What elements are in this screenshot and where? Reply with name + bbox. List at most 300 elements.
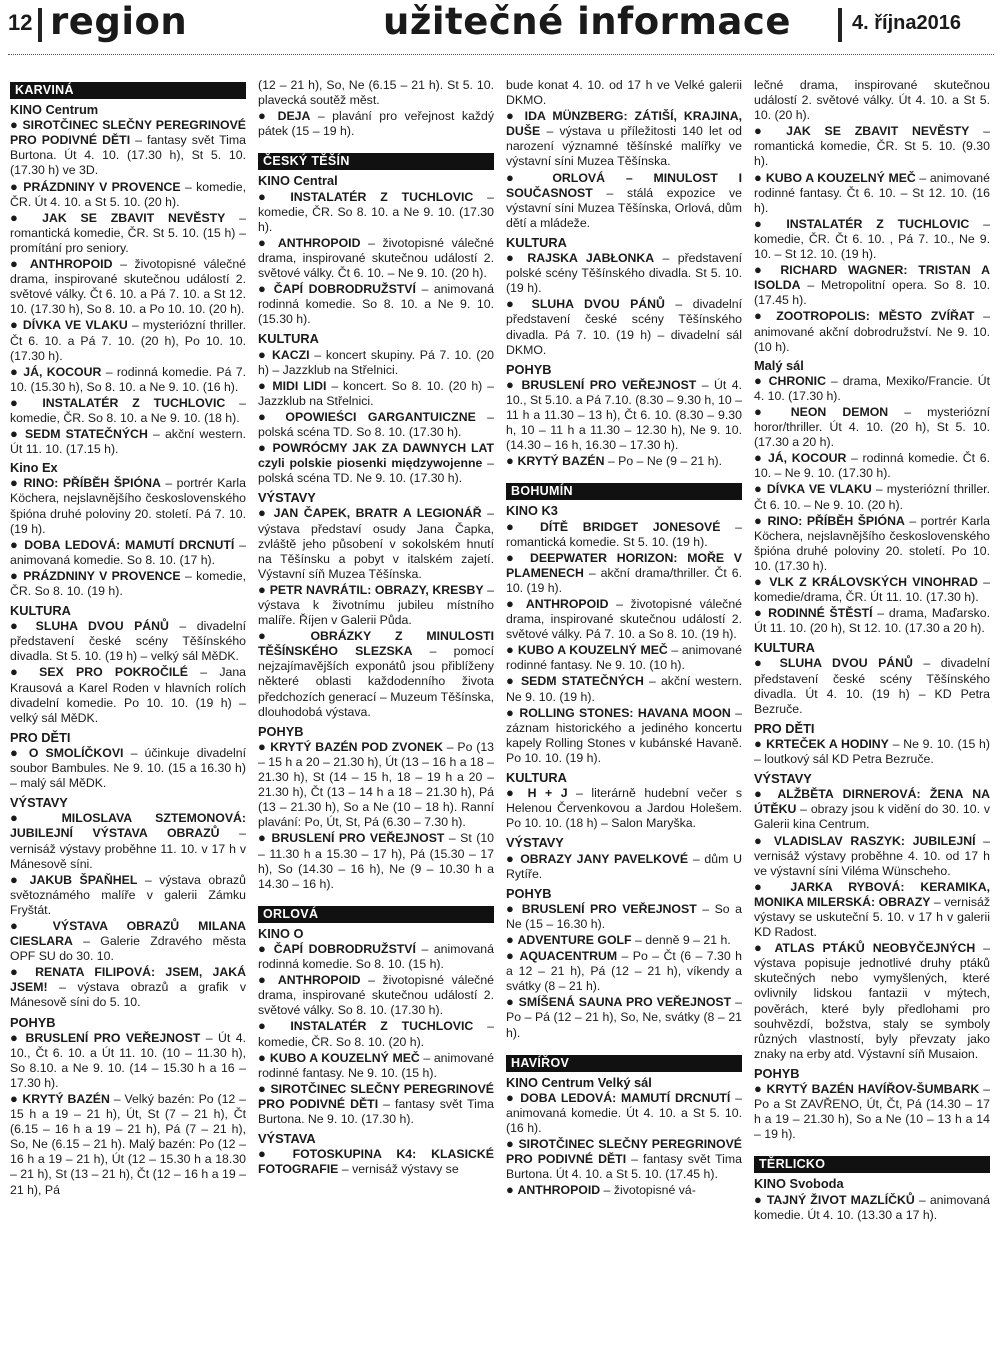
listing-description: – výstava představí osudy Jana Čapka, zvláště jeho působení v sokolském hnutí na Těšínsku a pobyt v italském zajetí. Výstavní síň Muzea Těšínska. [258,506,494,581]
listing-title: KUBO A KOUZELNÝ MEČ [517,643,668,658]
listing-title: DÍTĚ BRIDGET JONESOVÉ [540,519,721,534]
listing-description: – Po – Pá (12 – 21 h), So, Ne, svátky (8 – 21 h). [506,995,742,1040]
listing-description: – vernisáž výstavy proběhne 11. 10. v 17 h v Mánesově síni. [10,826,246,871]
listing-description: – komedie, ČR. So 8. 10. (20 h). [258,1019,494,1049]
header-divider [38,8,42,42]
listing-entry [258,582,494,628]
listing-description: – animované rodinné fantasy. Čt 6. 10. – St 12. 10. (16 h). [754,170,990,215]
listing-entry [10,364,246,395]
bullet-icon: ● [754,215,787,231]
bullet-icon: ● [506,108,525,124]
bullet-icon: ● [258,188,291,204]
listing-title: JARKA RYBOVÁ: KERAMIKA, MONIKA MILERSKÁ: OBRAZY [754,879,990,909]
listing-title: FOTOSKUPINA K4: KLASICKÉ FOTOGRAFIE [258,1147,494,1177]
listing-description: – životopisné válečné drama, inspirované skutečnou událostí 2. světové války. Čt 6. 10. a Pá 7. 10. a St 12. 10. (17.30 h), So 8. 10. a Po 10. 10. (20 h). [10,257,246,317]
issue-date: 4. října2016 [852,12,961,34]
category-heading: VÝSTAVY [506,835,564,851]
listing-entry [754,655,990,716]
listing-description: – animované rodinné fantasy. Ne 9. 10. (10 h). [506,643,742,673]
bullet-icon: ● [10,1091,23,1106]
listing-title: IDA MÜNZBERG: ZÁTIŠÍ, KRAJINA, DUŠE [506,109,742,139]
listing-description: – fantasy svět Tima Burtona. Út 4. 10. (17.30 h), St 5. 10. (17.30 h) ve 3D. [10,133,246,178]
bullet-icon: ● [258,1018,291,1034]
listing-description: – literárně hudební večer s Helenou Červenkovou a Jardou Holešem. Po 10. 10. (18 h) – Salon Maryška. [506,786,742,831]
listing-title: JAN ČAPEK, BRATR A LEGIONÁŘ [273,506,482,521]
listing-title: ATLAS PTÁKŮ NEOBYČEJNÝCH [774,941,976,956]
listing-title: RINO: PŘÍBĚH ŠPIÓNA [23,476,161,491]
listing-title: VLK Z KRÁLOVSKÝCH VINOHRAD [769,575,978,589]
listing-entry [258,378,494,409]
bullet-icon: ● [506,453,518,469]
continued-text: lečné drama, inspirované skutečnou událostí 2. světové války. Út 4. 10. a St 5. 10. (20 h). [754,78,990,123]
listing-entry [10,664,246,725]
listing-entry [754,481,990,512]
category-heading: KULTURA [506,770,567,786]
listing-title: KRTEČEK A HODINY [766,736,889,751]
listing-title: OPOWIEŚCI GARGANTUICZNE [285,409,476,424]
bullet-icon: ● [10,536,25,552]
bullet-icon: ● [754,481,767,497]
category-heading: POHYB [10,1014,56,1030]
listing-description: – koncert skupiny. Pá 7. 10. (20 h) – Jazzklub na Střelnici. [258,347,494,377]
bullet-icon: ● [506,376,522,392]
town-heading: ČESKÝ TĚŠÍN [258,153,494,170]
listing-description: – komedie, ČR. So 8. 10. a Ne 9. 10. (17.30 h). [258,189,494,234]
listing-title: MIDI LIDI [272,378,327,393]
listing-entry [258,972,494,1018]
bullet-icon: ● [10,117,23,133]
bullet-icon: ● [506,850,521,866]
listing-description: – animované rodinné fantasy. Ne 9. 10. (15 h). [258,1050,494,1080]
bullet-icon: ● [258,408,286,424]
listing-description: – záznam historického a jediného koncertu kapely Rolling Stones v kubánské Havaně. Po 10. 10. (19 h). [506,705,742,765]
listing-title: INSTALATÉR Z TUCHLOVIC [42,395,226,410]
listing-entry [506,901,742,932]
listing-description: – Jana Krausová a Karel Roden v hlavních rolích divadelní komedie. Po 10. 10. (19 h) – velký sál MěDK. [10,665,246,725]
listing-entry [506,453,742,469]
bullet-icon: ● [754,169,766,185]
bullet-icon: ● [754,450,768,466]
bullet-icon: ● [754,372,769,388]
bullet-icon: ● [754,512,768,528]
listing-entry [10,1030,246,1091]
bullet-icon: ● [754,262,781,278]
listing-title: SEDM STATEČNÝCH [24,427,148,442]
category-heading: KULTURA [506,234,567,250]
venue-heading: KINO Central [258,173,338,189]
listing-description: – vernisáž výstavy se uskuteční 5. 10. v 17 h v galerii KD Radost. [754,894,990,940]
listing-entry [10,1091,246,1198]
category-heading: POHYB [506,361,552,377]
listing-title: RINO: PŘÍBĚH ŠPIÓNA [767,513,905,528]
listing-entry [10,537,246,568]
listing-description: – animované akční dobrodružství. Ne 9. 10. (10 h). [754,309,990,354]
bullet-icon: ● [506,1136,519,1152]
bullet-icon: ● [754,878,791,894]
bullet-icon: ● [506,518,541,534]
listing-description: – komedie, ČR. Út 4. 10. a St 5. 10. (20 h). [10,179,246,209]
listing-entry [10,426,246,457]
listing-title: ANTHROPOID [277,973,361,988]
venue-heading: KINO Svoboda [754,1176,844,1192]
listing-title: DOBA LEDOVÁ: MAMUTÍ DRCNUTÍ [24,537,235,552]
bullet-icon: ● [10,871,30,887]
listing-description: – vernisáž výstavy proběhne 4. 10. od 17 h ve výstavní síni Viléma Wünscheho. [754,833,990,878]
bullet-icon: ● [10,744,29,760]
bullet-icon: ● [258,440,273,456]
listing-title: DOBA LEDOVÁ: MAMUTÍ DRCNUTÍ [520,1090,731,1105]
listing-description: – komedie, ČR. So 8. 10. a Ne 9. 10. (18 h). [10,395,246,425]
listing-title: JÁ, KOCOUR [23,364,102,379]
bullet-icon: ● [754,123,787,139]
listing-entry [754,308,990,354]
continued-text: bude konat 4. 10. od 17 h ve Velké galerii DKMO. [506,78,742,108]
bullet-icon: ● [506,673,521,689]
bullet-icon: ● [10,964,36,980]
category-heading: POHYB [258,723,304,739]
listing-entry [506,296,742,357]
listing-description: – St (10 – 11.30 h a 15.30 – 17 h), Pá (15.30 – 17 h), So (14.30 – 16 h), Ne (9 – 10.30 h a 14.30 – 16 h). [258,831,494,891]
listing-description: – výstava k životnímu jubileu místního malíře. Říjen v Galerii Půda. [258,582,494,628]
venue-heading: KINO Centrum [10,102,99,118]
listing-title: ROLLING STONES: HAVANA MOON [519,705,731,720]
category-heading: KULTURA [258,331,319,347]
listing-description: – pomocí nejzajímavějších exponátů jsou přiblíženy některé oblasti každodenního života předchozích generací – Muzeum Těšínska, dlouhodobá výstava. [258,644,494,719]
listing-title: KUBO A KOUZELNÝ MEČ [765,170,916,185]
listing-entry [258,235,494,281]
listing-entry [10,618,246,664]
bullet-icon: ● [506,931,518,947]
listing-title: MILOSLAVA SZTEMONOVÁ: JUBILEJNÍ VÝSTAVA OBRAZŮ [10,811,246,841]
bullet-icon: ● [506,1182,518,1198]
listing-title: PETR NAVRÁTIL: OBRAZY, KRESBY [269,582,484,597]
town-heading: TĚRLICKO [754,1156,990,1173]
listing-title: JAK SE ZBAVIT NEVĚSTY [42,210,226,225]
bullet-icon: ● [10,363,24,379]
listing-title: KACZI [272,347,310,362]
listing-description: – portrér Karla Köchera, nejslavnějšího československého špióna druhé poloviny 20. století. Po 10. 10. (17.30 h). [754,513,990,573]
bullet-icon: ● [258,1080,271,1096]
listing-description: – výstava obrazů a grafik v Mánesově síni do 5. 10. [10,980,246,1010]
listing-description: – životopisné válečné drama, inspirované skutečnou událostí 2. světové války. So 8. 10. (17.30 h). [258,973,494,1018]
bullet-icon: ● [754,308,777,324]
listing-title: JÁ, KOCOUR [767,451,847,466]
listing-description: – divadelní představení české scény Těšínského divadla. Pá 7. 10. (19 h) – divadelní sál DKMO. [506,297,742,357]
listing-entry [506,673,742,704]
listing-title: TAJNÝ ŽIVOT MAZLÍČKŮ [766,1192,915,1207]
listing-description: – divadelní představení české scény Těšínského divadla. Út 4. 10. (19 h) – KD Petra Bezruče. [754,656,990,716]
listing-entry [754,605,990,636]
listing-description: – Po (13 – 15 h a 20 – 21.30 h), Út (13 – 16 h a 18 – 21.30 h), St (14 – 15 h, 18 – 19 h a 20 – 21.30 h), Čt (13 – 14 h a 18 – 21.30 h), Pá (13 – 21.30 h), So a Ne (10 – 18 h). Ranní plavání: Po, Út, St, Pá (6.30 – 7.30 h). [258,739,494,830]
listing-entry [258,505,494,581]
listing-entry [506,1090,742,1136]
bullet-icon: ● [10,567,24,583]
listing-title: ANTHROPOID [277,235,361,250]
listing-title: INSTALATÉR Z TUCHLOVIC [290,1019,474,1034]
listing-entry [258,1018,494,1049]
listing-entry [754,450,990,481]
bullet-icon: ● [506,704,520,720]
column-1 [10,80,246,1362]
bullet-icon: ● [506,994,519,1010]
bullet-icon: ● [10,209,43,225]
listing-entry [258,409,494,440]
listing-description: – denně 9 – 21 h. [631,932,731,947]
listing-entry [258,1050,494,1081]
listing-description: – životopisné válečné drama, inspirované skutečnou událostí 2. světové války. Čt 6. 10. – Ne 9. 10. (20 h). [258,235,494,281]
listing-title: NEON DEMON [790,404,889,419]
listing-entry [10,256,246,317]
listing-description: – romantická komedie. St 5. 10. (19 h). [506,519,742,549]
bullet-icon: ● [10,178,24,194]
listing-description: – životopisné válečné drama, inspirované skutečnou událostí 2. světové války. Pá 7. 10. a So 8. 10. (19 h). [506,597,742,642]
bullet-icon: ● [258,940,274,956]
listing-description: – výstava obrazů světoznámého malíře v galerii Zámku Fryštát. [10,872,246,917]
category-heading: PRO DĚTI [10,729,71,745]
listing-title: DEEPWATER HORIZON: MOŘE V PLAMENECH [506,550,742,580]
listing-description: – romantická komedie, ČR. St 5. 10. (15 h) – promítání pro seniory. [10,210,246,255]
listing-title: KRYTÝ BAZÉN POD ZVONEK [270,739,444,754]
category-heading: VÝSTAVY [258,490,316,506]
listing-entry [754,404,990,450]
bullet-icon: ● [754,574,770,589]
listing-title: KRYTÝ BAZÉN [22,1092,110,1106]
listing-title: ANTHROPOID [517,1183,601,1198]
listing-entry [754,373,990,404]
listing-entry [506,250,742,296]
listing-title: H + J [527,786,568,801]
listing-title: KRYTÝ BAZÉN HAVÍŘOV-ŠUMBARK [766,1082,980,1096]
bullet-icon: ● [10,256,30,272]
listing-title: BRUSLENÍ PRO VEŘEJNOST [25,1030,201,1045]
listing-title: SEDM STATEČNÝCH [520,674,644,689]
listing-entry [754,879,990,940]
town-heading: KARVINÁ [10,82,246,99]
bullet-icon: ● [754,735,767,751]
listing-description: – polská scéna TD. Ne 9. 10. (17.30 h). [258,456,494,486]
listing-title: DÍVKA VE VLAKU [766,482,872,497]
bullet-icon: ● [10,394,43,410]
listing-title: SIROTČINEC SLEČNY PEREGRINOVÉ PRO PODIVNÉ DĚTI [258,1081,494,1111]
listing-title: JAKUB ŠPAŇHEL [29,872,138,887]
listing-description: – akční western. Út 11. 10. (17.15 h). [10,427,246,457]
bullet-icon: ● [10,1029,26,1045]
listing-entry [506,948,742,994]
listing-description: – animovaná komedie. Út 4. 10. a St 5. 10. (16 h). [506,1090,742,1135]
listing-title: SLUHA DVOU PÁNŮ [779,656,913,671]
category-heading: VÝSTAVY [10,795,68,811]
listing-description: – Út 4. 10., St 5.10. a Pá 7.10. (8.30 – 9.30 h, 10 – 11 h a 11.30 – 13 h), Čt 6. 10. (8.30 – 9.30 h, 10 – 11 h a 11.30 – 12.30 h), Ne 9. 10. (14.30 – 16 h, 16.30 – 17.30 h). [506,377,742,453]
bullet-icon: ● [258,281,274,297]
listing-description: – romantická komedie, ČR. St 5. 10. (9.30 h). [754,124,990,169]
bullet-icon: ● [258,581,270,597]
listing-entry [754,123,990,169]
listing-title: PRÁZDNINY V PROVENCE [23,179,181,194]
listing-description: – polská scéna TD. So 8. 10. (17.30 h). [258,409,494,439]
listing-description: – mysteriózní thriller. Čt 6. 10. – Ne 9. 10. (20 h). [754,482,990,512]
listing-title: DEJA [277,109,311,124]
page-title: užitečné informace [383,0,791,43]
listing-entry [10,872,246,918]
listing-entry [506,1136,742,1182]
listing-entry [10,179,246,210]
listing-entry [258,1081,494,1127]
listing-entry [506,705,742,766]
bullet-icon: ● [258,1146,293,1162]
listing-entry [506,785,742,831]
category-heading: VÝSTAVY [754,771,812,787]
listing-entry [506,519,742,550]
listing-title: SLUHA DVOU PÁNŮ [35,619,169,634]
listing-entry [506,550,742,596]
category-heading: KULTURA [754,640,815,656]
listing-title: RICHARD WAGNER: TRISTAN A ISOLDA [754,263,990,293]
listing-entry [10,568,246,599]
bullet-icon: ● [258,1049,270,1065]
listing-description: – představení polské scény Těšínského divadla. St 5. 10. (19 h). [506,251,742,296]
listing-entry [754,216,990,262]
listing-title: ANTHROPOID [525,597,609,611]
listing-description: – rodinná komedie. Čt 6. 10. – Ne 9. 10. (17.30 h). [754,451,990,481]
listing-title: ANTHROPOID [29,257,113,272]
listing-title: SMÍŠENÁ SAUNA PRO VEŘEJNOST [518,995,732,1010]
bullet-icon: ● [506,596,526,611]
header-divider [838,8,842,42]
continued-text: (12 – 21 h), So, Ne (6.15 – 21 h). St 5. 10. plavecká soutěž měst. [258,78,494,108]
listing-entry [10,395,246,426]
listing-entry [258,347,494,378]
listing-title: ČAPÍ DOBRODRUŽSTVÍ [273,941,416,956]
bullet-icon: ● [10,618,36,634]
listing-title: INSTALATÉR Z TUCHLOVIC [786,216,970,231]
listing-entry [754,1192,990,1223]
listing-entry [506,1182,742,1198]
listing-description: – obrazy jsou k vidění do 30. 10. v Galerii kina Centrum. [754,802,990,832]
listing-description: – animovaná rodinná komedie. So 8. 10. a Ne 9. 10. (15.30 h). [258,282,494,327]
venue-heading: Malý sál [754,357,804,373]
section-name: region [50,0,188,43]
column-3 [506,78,742,1360]
listing-entry [506,851,742,882]
listing-entry [754,833,990,879]
bullet-icon: ● [506,1089,521,1105]
town-heading: HAVÍŘOV [506,1055,742,1072]
listing-title: OBRAZY JANY PAVELKOVÉ [520,851,689,866]
listing-title: RENATA FILIPOVÁ: JSEM, JAKÁ JSEM! [10,965,246,995]
listing-entry [754,574,990,605]
listing-title: PRÁZDNINY V PROVENCE [23,568,181,583]
bullet-icon: ● [754,403,791,419]
town-heading: ORLOVÁ [258,906,494,923]
listing-title: VÝSTAVA OBRAZŮ MILANA CIESLARA [10,918,246,949]
listing-title: VLADISLAV RASZYK: JUBILEJNÍ [773,833,976,848]
bullet-icon: ● [258,346,273,362]
listing-description: – mysteriózní horor/thriller. Út 4. 10. (20 h), St 5. 10. (17.30 a 20 h). [754,404,990,450]
listing-description: – Út 4. 10., Čt 6. 10. a Út 11. 10. (10 – 11.30 h), So 8.10. a Ne 9. 10. (14 – 15.30 h a 16 – 17.30 h). [10,1030,246,1090]
listing-description: – Velký bazén: Po (12 – 15 h a 19 – 21 h), Út, St (7 – 21 h), Čt (6.15 – 16 h a 19 – 21 h), Pá (7 – 21 h), So, Ne (6.15 – 21 h). Malý bazén: Po (12 – 16 h a 19 – 21 h), Út (12 – 15.30 h a 18.30 – 21 h), St (13 – 21 h), Čt (12 – 16 h a 19 – 21 h), Pá [10,1092,246,1197]
listing-entry [754,513,990,574]
listing-entry [506,377,742,453]
bullet-icon: ● [754,786,778,802]
listing-entry [258,1146,494,1177]
bullet-icon: ● [258,830,272,846]
bullet-icon: ● [754,605,769,621]
listing-entry [258,739,494,831]
bullet-icon: ● [258,738,271,754]
listing-entry [258,830,494,891]
bullet-icon: ● [258,108,278,124]
listing-entry [506,642,742,673]
listing-description: – portrér Karla Köchera, nejslavnějšího československého špióna druhé poloviny 20. století. Pá 7. 10. (19 h). [10,476,246,536]
listing-title: SEX PRO POKROČILÉ [39,665,188,680]
listing-entry [10,964,246,1010]
category-heading: POHYB [506,885,552,901]
listing-description: – plavání pro veřejnost každý pátek (15 – 19 h). [258,109,494,139]
listing-title: DÍVKA VE VLAKU [22,318,128,333]
listing-entry [754,1081,990,1142]
category-heading: PRO DĚTI [754,720,815,736]
listing-entry [258,189,494,235]
listing-title: JAK SE ZBAVIT NEVĚSTY [786,124,970,139]
listing-description: – Po – Ne (9 – 21 h). [604,454,723,469]
listing-description: – Ne 9. 10. (15 h) – loutkový sál KD Petra Bezruče. [754,736,990,767]
listing-title: ČAPÍ DOBRODRUŽSTVÍ [273,282,416,297]
listing-description: – rodinná komedie. Pá 7. 10. (15.30 h), So 8. 10. a Ne 9. 10. (16 h). [10,364,246,394]
category-heading: POHYB [754,1065,800,1081]
listing-title: POWRÓCMY JAK ZA DAWNYCH LAT czyli polskie piosenki międzywojenne [258,441,494,471]
listing-description: – Galerie Zdravého města OPF SU do 30. 10. [10,934,246,964]
listing-entry [506,932,742,948]
listing-title: CHRONIC [768,373,826,388]
listing-entry [10,210,246,256]
bullet-icon: ● [10,810,62,826]
bullet-icon: ● [506,948,520,964]
venue-heading: Kino Ex [10,460,58,476]
bullet-icon: ● [10,426,25,442]
bullet-icon: ● [506,250,528,266]
listing-description: – animovaná komedie. So 8. 10. (17 h). [10,537,246,567]
listing-title: RODINNÉ ŠTĚSTÍ [768,606,873,621]
listing-entry [258,281,494,327]
listing-description: – Po – Čt (6 – 7.30 h a 12 – 21 h), Pá (12 – 21 h), víkendy a svátky (8 – 21 h). [506,949,742,994]
bullet-icon: ● [10,475,24,491]
listing-description: – stálá expozice ve výstavní síni Muzea Těšínska, Orlová, dům dětí a mládeže. [506,185,742,230]
listing-title: OBRÁZKY Z MINULOSTI TĚŠÍNSKÉHO SLEZSKA [258,629,494,659]
listing-title: SIROTČINEC SLEČNY PEREGRINOVÉ PRO PODIVNÉ DĚTI [10,118,246,148]
column-2 [258,78,494,1360]
bullet-icon: ● [506,785,528,801]
venue-heading: KINO Centrum Velký sál [506,1074,652,1090]
listing-description: – Po a St ZAVŘENO, Út, Čt, Pá (14.30 – 17 h a 19 – 21.30 h), So a Ne (10 – 13 h a 14 – 19 h). [754,1082,990,1142]
listing-entry [754,786,990,832]
listing-entry [754,170,990,216]
bullet-icon: ● [754,1191,767,1207]
listing-entry [506,108,742,169]
listing-description: – divadelní představení české scény Těšínského divadla. St 5. 10. (19 h) – velký sál MěDK. [10,619,246,664]
listing-description: – drama, Maďarsko. Út 11. 10. (20 h), St 12. 10. (17.30 a 20 h). [754,606,990,636]
listing-title: SLUHA DVOU PÁNŮ [531,297,665,312]
bullet-icon: ● [10,317,23,333]
bullet-icon: ● [506,296,532,312]
listing-entry [506,170,742,231]
bullet-icon: ● [258,505,274,521]
bullet-icon: ● [258,234,278,250]
listing-entry [754,262,990,308]
listing-title: SIROTČINEC SLEČNY PEREGRINOVÉ PRO PODIVNÉ DĚTI [506,1137,742,1167]
venue-heading: KINO K3 [506,503,558,519]
category-heading: VÝSTAVA [258,1131,316,1147]
listing-description: – So a Ne (15 – 16.30 h). [506,901,742,931]
